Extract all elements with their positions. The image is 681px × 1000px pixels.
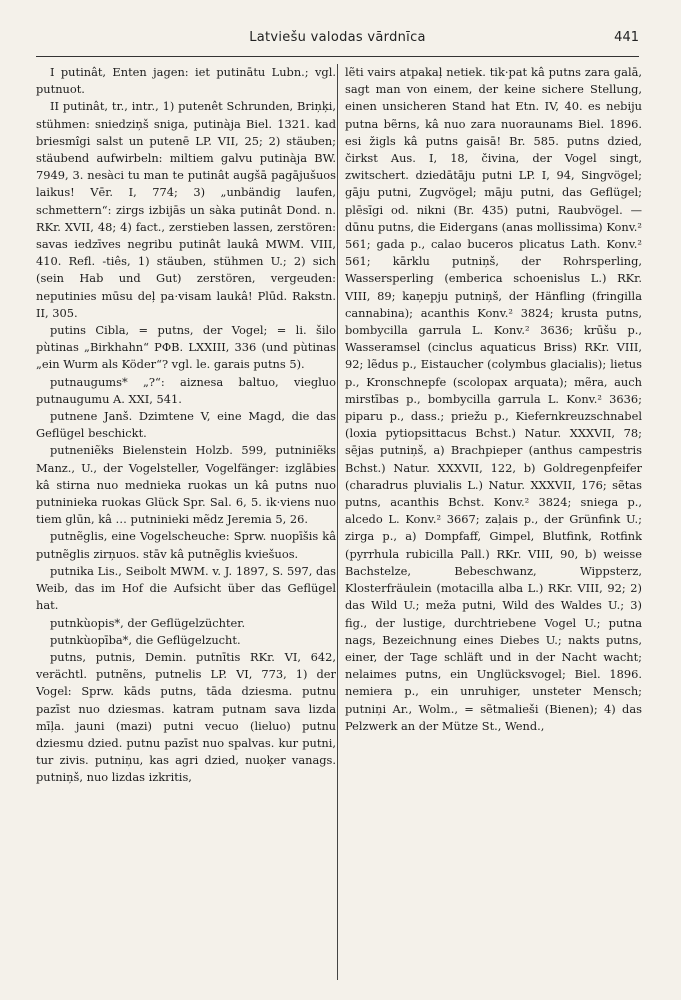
header-rule xyxy=(36,56,639,57)
entry-putnika: putnika Lis., Seibolt MWM. v. J. 1897, S. 597, das Weib, das im Hof die Aufsicht über das Geflügel hat. xyxy=(36,563,336,613)
right-column xyxy=(345,64,642,980)
entry-putnenieks: putneniẽks Bielenstein Holzb. 599, putniniẽks Manz., U., der Vogelsteller, Vogelfänger: izglābies kâ stirna nuo mednieka ruokas un kâ putns nuo putninieka ruokas Glück Spr. Sal. 6, 5. ik·viens nuo tiem glūn, kâ … putninieki mẽdz Jeremia 5, 26. xyxy=(36,443,336,527)
column-divider xyxy=(337,64,338,980)
entry-putinat-ii: II putinât, tr., intr., 1) putenêt Schrunden, Briņķi, stühmen: sniedziņš sniga, putinàja Biel. 1321. kad briesmîgi salst un putenē LP. VII, 25; 2) stäuben; stäubend aufwirbeln: miltiem galvu putinàja BW. 7949, 3. nesàci tu man te putinât augšā pagājušuos laikus! Vēr. I, 774; 3) „unbändig laufen, schmettern“: zirgs izbijās un sàka putinât Dond. n. RKr. XVII, 48; 4) fact., zerstieben lassen, zerstören: savas iedzīves negribu putinât laukâ MWM. VIII, 410. Refl. -tiês, 1) stäuben, stühmen U.; 2) sich (sein Hab und Gut) zerstören, vergeuden: neputinies mūsu deļ pa·visam laukâ! Plūd. Rakstn. II, 305. xyxy=(36,99,336,320)
entry-putnkuopis: putnkùopis*, der Geflügelzüchter. xyxy=(50,615,246,630)
running-head xyxy=(36,30,639,52)
entry-putneglis: putnẽglis, eine Vogelscheuche: Sprw. nuopīšis kâ putnẽglis zirņuos. stāv kâ putnẽglis kviešuos. xyxy=(36,529,336,561)
page-title: Latviešu valodas vārdnīca xyxy=(249,30,426,45)
entry-putns-continued: lẽti vairs atpakaļ netiek. tik·pat kâ putns zara galā, sagt man von einem, der keine sichere Stellung, einen unsicheren Stand hat Etn. IV, 40. es nebiju putna bẽrns, kâ nuo zara nuoraunams Biel. 1896. esi žigls kâ putns gaisā! Br. 585. putns dzied, čirkst Aus. I, 18, čivina, der Vogel singt, zwitschert. dziedātāju putni LP. I, 94, Singvögel; gāju putni, Zugvögel; māju putni, das Geflügel; plēsīgi od. nikni (Br. 435) putni, Raubvögel. — dūnu putns, die Eidergans (anas mollissima) Konv.² 561; gada p., calao buceros plicatus Lath. Konv.² 561; kārklu putniņš, der Rohrsperling, Wassersperling (emberica schoenislus L.) RKr. VIII, 89; kaņepju putniņš, der Hänfling (fringilla cannabina); acanthis Konv.² 3824; krusta putns, bombycilla garrula L. Konv.² 3636; krūšu p., Wasseramsel (cinclus aquaticus Briss) RKr. VIII, 92; lẽdus p., Eistaucher (colymbus glacialis); lietus p., Kronschnepfe (scolopax arquata); mẽra, auch mirstības p., bombycilla garrula L. Konv.² 3636; piparu p., dass.; priežu p., Kiefernkreuzschnabel (loxia pytiopsittacus Bchst.) Natur. XXXVII, 78; sējas putniņš, a) Brachpieper (anthus campestris Bchst.) Natur. XXXVII, 122, b) Goldregenpfeifer (charadrus pluvialis L.) Natur. XXXVII, 176; sẽtas putns, acanthis Bchst. Konv.² 3824; sniega p., alcedo L. Konv.² 3667; zaļais p., der Grünfink U.; zirga p., a) Dompfaff, Gimpel, Blutfink, Rotfink (pyrrhula rubicilla Pall.) RKr. VIII, 90, b) weisse Bachstelze, Bebeschwanz, Wippsterz, Klosterfräulein (motacilla alba L.) RKr. VIII, 92; 2) das Wild U.; meža putni, Wild des Waldes U.; 3) fig., der lustige, durchtriebene Vogel U.; putna nags, Bezeichnung eines Diebes U.; nakts putns, einer, der Tage schläft und in der Nacht wacht; nelaimes putns, ein Unglücksvogel; Biel. 1896. nemiera p., ein unruhiger, unsteter Mensch; putniņi Ar., Wolm., = sẽtmalieši (Bienen); 4) das Pelzwerk an der Mütze St., Wend., xyxy=(345,65,642,733)
entry-putnaugums: putnaugums* „?“: aiznesa baltuo, viegluo putnaugumu A. XXI, 541. xyxy=(36,374,336,406)
entry-putns: putns, putnis, Demin. putnītis RKr. VI, 642, verächtl. putnẽns, putnelis LP. VI, 773, 1) der Vogel: Sprw. kāds putns, tāda dziesma. putnu pazīst nuo dziesmas. katram putnam sava lizda mīļa. jauni (mazi) putni vecuo (lieluo) putnu dziesmu dzied. putnu pazīst nuo spalvas. kur putni, tur zivis. putniņu, kas agri dzied, nuoķer vanags. putniņš, nuo lizdas izkritis, xyxy=(36,649,336,785)
entry-putnkuopiba: putnkùopība*, die Geflügelzucht. xyxy=(50,632,241,647)
left-column xyxy=(36,64,336,980)
entry-putinat-i: I putinât, Enten jagen: iet putinātu Lubn.; vgl. putnuot. xyxy=(36,65,336,97)
page-number: 441 xyxy=(614,30,639,45)
entry-putins: putins Cibla, = putns, der Vogel; = li. šilo pùtinas „Birkhahn“ PΦB. LXXIII, 336 (und pùtinas „ein Wurm als Köder“? vgl. le. garais putns 5). xyxy=(36,323,336,372)
entry-putnene: putnene Janš. Dzimtene V, eine Magd, die das Geflügel beschickt. xyxy=(36,409,336,441)
